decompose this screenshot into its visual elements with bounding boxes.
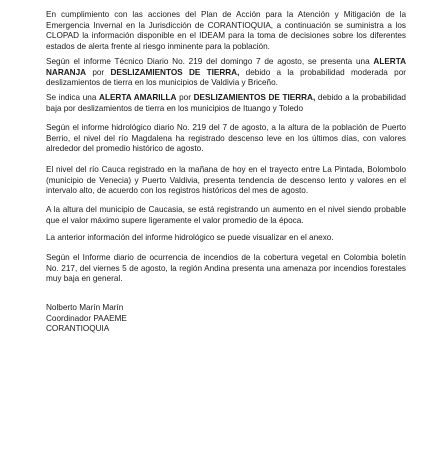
yellow-alert-text-e: debido a la probabilidad baja por deslizamientos de tierra en los municipios de Ituango y Toledo — [46, 93, 406, 113]
intro-paragraph: En cumplimiento con las acciones del Plan de Acción para la Atención y Mitigación de la Emergencia Invernal en la Jurisdicción de CORANTIOQUIA, a continuación se suministra a los CLOPAD la información disponible en el IDEAM para la toma de decisiones sobre los diferentes estados de alerta frente al riesgo inminente para la población. — [46, 10, 406, 51]
cauca-river-paragraph: El nivel del río Cauca registrado en la mañana de hoy en el trayecto entre La Pintada, Bolombolo (municipio de Venecia) y Puerto Valdivia, presenta tendencia de descenso lento y valores en el intervalo alto, de acuerdo con los registros históricos del mes de agosto. — [46, 165, 406, 196]
orange-alert-text-a: Según el informe Técnico Diario No. 219 del domingo 7 de agosto, se presenta una — [46, 57, 374, 66]
yellow-alert-text-a: Se indica una — [46, 93, 100, 102]
annex-paragraph: La anterior información del informe hidrológico se puede visualizar en el anexo. — [46, 233, 334, 242]
orange-alert-label: ALERTA NARANJA — [46, 57, 406, 77]
yellow-alert-text-c: por — [176, 93, 194, 102]
signatory-organization: CORANTIOQUIA — [46, 324, 110, 334]
orange-alert-text-c: por — [86, 67, 111, 77]
magdalena-river-paragraph: Según el informe hidrológico diario No. 219 del 7 de agosto, a la altura de la población de Puerto Berrio, el nivel del río Magdalena ha registrado descenso leve en los últimos días, con valores alrededor del promedio histórico de agosto. — [46, 123, 406, 154]
orange-alert-text-e: debido a la probabilidad moderada por deslizamientos de tierra en los municipios de Valdivia y Briceño. — [46, 67, 406, 88]
caucasia-paragraph: A la altura del municipio de Caucasia, se está registrando un aumento en el nivel siendo probable que el valor máximo supere ligeramente el valor promedio de la época. — [46, 205, 406, 225]
signature-block — [46, 303, 127, 335]
signatory-name: Nolberto Marín Marín — [46, 303, 124, 312]
orange-alert-paragraph — [46, 57, 406, 89]
signatory-role: Coordinador PAAEME — [46, 313, 127, 323]
yellow-alert-hazard: DESLIZAMIENTOS DE TIERRA, — [193, 93, 316, 102]
wildfire-paragraph: Según el Informe diario de ocurrencia de incendios de la cobertura vegetal en Colombia boletín No. 217, del viernes 5 de agosto, la región Andina presenta una amenaza por incendios forestales muy baja en general. — [46, 253, 406, 284]
yellow-alert-label: ALERTA AMARILLA — [99, 93, 177, 102]
orange-alert-hazard: DESLIZAMIENTOS DE TIERRA, — [110, 67, 240, 77]
yellow-alert-paragraph — [46, 93, 406, 114]
